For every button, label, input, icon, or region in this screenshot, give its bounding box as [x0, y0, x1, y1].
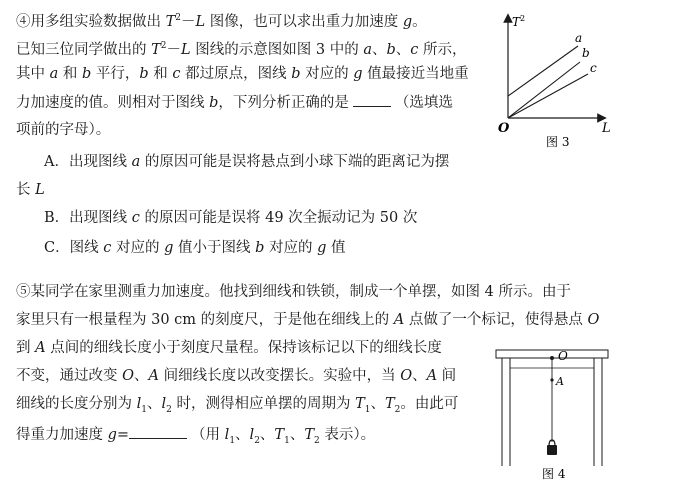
sym-a: a [363, 41, 372, 58]
sym-c: c [131, 210, 140, 226]
q5-line-2 [16, 310, 599, 330]
text: 对应的 [264, 240, 318, 256]
option-a[interactable] [44, 152, 449, 172]
line-c [508, 74, 588, 118]
sep: 、 [235, 427, 250, 443]
q5-line-4 [16, 366, 456, 386]
sub-2: 2 [254, 435, 260, 446]
line-a [508, 46, 578, 96]
text: 到 [16, 340, 36, 356]
equals: = [116, 427, 130, 443]
text: 图像，也可以求出重力加速度 [205, 13, 403, 30]
sym-a: a [49, 66, 59, 82]
sep: 、 [146, 396, 162, 412]
sep: 、 [289, 427, 305, 443]
line-c-label: c [590, 61, 597, 75]
q4-line-2 [16, 36, 467, 60]
sub-1: 1 [284, 435, 290, 446]
text: 点做了一个标记，使得悬点 [404, 312, 588, 328]
figure-3-caption: 图 3 [546, 135, 570, 149]
option-a-cont [16, 180, 45, 200]
text: 的原因可能是误将 49 次全振动记为 50 次 [139, 210, 418, 226]
sym-b: b [291, 66, 301, 82]
text: 点间的细线长度小于刻度尺量程。保持该标记以下的细线长度 [45, 340, 442, 356]
text: 长 [16, 182, 36, 198]
sym-L: L [181, 41, 191, 58]
text: C．图线 [44, 240, 104, 256]
q5-line-1: ⑤某同学在家里测重力加速度。他找到细线和铁锁，制成一个单摆，如图 4 所示。由于 [16, 284, 571, 300]
text: 力加速度的值。则相对于图线 [16, 95, 210, 111]
sup-2: 2 [175, 13, 182, 23]
text: 值小于图线 [173, 240, 256, 256]
sub-2: 2 [166, 404, 172, 415]
sym-g: g [317, 240, 327, 256]
text: 细线的长度分别为 [16, 396, 137, 412]
q4-line-5: 项前的字母）。 [16, 122, 111, 138]
lock-body [547, 445, 557, 455]
sym-l: l [161, 396, 167, 412]
text: 对应的 [300, 66, 354, 82]
sym-a: a [131, 154, 141, 170]
sym-L: L [35, 182, 45, 198]
sym-g: g [402, 13, 413, 30]
sub-2: 2 [314, 435, 320, 446]
text: 平行， [91, 66, 140, 82]
text: ，下列分析正确的是 [218, 95, 349, 111]
sym-A: A [35, 340, 46, 356]
origin-label: O [498, 121, 510, 136]
text: 已知三位同学做出的 [16, 41, 152, 58]
sym-b: b [209, 95, 219, 111]
sup-2: 2 [160, 41, 167, 51]
text: 值 [326, 240, 346, 256]
text: 间 [437, 368, 457, 384]
label-O: O [558, 349, 568, 363]
sub-1: 1 [229, 435, 236, 446]
sym-c: c [103, 240, 112, 256]
sym-O: O [400, 368, 413, 384]
text: （用 [191, 427, 225, 443]
sym-T: T [355, 396, 365, 412]
answer-blank-q5[interactable] [129, 424, 187, 439]
sep: 、 [395, 41, 411, 58]
sym-b: b [81, 66, 92, 82]
text: B．出现图线 [44, 210, 132, 226]
text: 和 [148, 66, 173, 82]
sym-g: g [164, 240, 174, 256]
figure-4 [492, 344, 622, 484]
sym-A: A [426, 368, 438, 384]
text: 其中 [16, 66, 50, 82]
sym-g: g [353, 66, 363, 82]
text: 间细线长度以改变摆长。实验中，当 [158, 368, 401, 384]
sym-A: A [148, 368, 159, 384]
text: 不变，通过改变 [16, 368, 123, 384]
sym-g: g [107, 427, 117, 443]
sym-c: c [410, 41, 419, 58]
sep: 、 [259, 427, 275, 443]
sym-A: A [393, 312, 405, 328]
text: ④用多组实验数据做出 [16, 13, 166, 30]
text: 得重力加速度 [16, 427, 108, 443]
text: 的原因可能是误将悬点到小球下端的距离记为摆 [140, 154, 450, 170]
sym-T: T [384, 396, 395, 412]
text: （选填选 [394, 95, 453, 111]
q4-line-3 [16, 64, 469, 84]
sym-l: l [249, 427, 255, 443]
sym-O: O [122, 368, 134, 384]
label-A: A [556, 375, 564, 388]
text: 值最接近当地重 [362, 66, 469, 82]
sym-O: O [587, 312, 600, 328]
q5-line-3 [16, 338, 442, 358]
q5-line-5 [16, 394, 458, 420]
sym-b: b [386, 41, 396, 58]
q5-line-6 [16, 424, 375, 451]
sep: 、 [412, 368, 427, 384]
sym-b: b [255, 240, 265, 256]
sep: 、 [371, 41, 387, 58]
sep: 、 [134, 368, 149, 384]
sub-2: 2 [394, 404, 401, 415]
sym-L: L [195, 13, 206, 30]
sym-T: T [304, 427, 314, 443]
sym-l: l [136, 396, 142, 412]
sym-T: T [165, 13, 176, 30]
text: 和 [58, 66, 82, 82]
text: 家里只有一根量程为 30 cm 的刻度尺，于是他在细线上的 [16, 312, 394, 328]
text: 时，测得相应单摆的周期为 [171, 396, 356, 412]
text: 表示）。 [319, 427, 376, 443]
y-axis-label: $T^2$ [512, 14, 526, 29]
period: 。 [412, 13, 427, 30]
text: 对应的 [111, 240, 165, 256]
sym-c: c [172, 66, 181, 82]
text: 图线的示意图如图 3 中的 [190, 41, 364, 58]
figure-3 [490, 10, 620, 155]
sub-1: 1 [141, 404, 147, 415]
option-b[interactable] [44, 208, 417, 228]
text: 。由此可 [400, 396, 459, 412]
sym-b: b [139, 66, 149, 82]
text: A．出现图线 [44, 154, 132, 170]
sym-T: T [274, 427, 285, 443]
sym-T: T [151, 41, 161, 58]
q4-line-1 [16, 8, 427, 32]
answer-blank-q4[interactable] [353, 92, 391, 107]
sym-l: l [224, 427, 230, 443]
dash: － [166, 41, 182, 58]
text: 所示， [418, 41, 467, 58]
sep: 、 [370, 396, 385, 412]
option-c[interactable] [44, 238, 346, 258]
dash: － [181, 13, 196, 30]
x-axis-label: L [602, 121, 611, 136]
line-a-label: a [575, 31, 583, 45]
sub-1: 1 [364, 404, 371, 415]
figure-4-caption: 图 4 [542, 467, 566, 481]
pivot-O [550, 356, 554, 360]
q4-line-4 [16, 92, 453, 113]
mark-A [550, 378, 553, 381]
text: 都过原点，图线 [180, 66, 292, 82]
line-b-label: b [582, 46, 590, 60]
